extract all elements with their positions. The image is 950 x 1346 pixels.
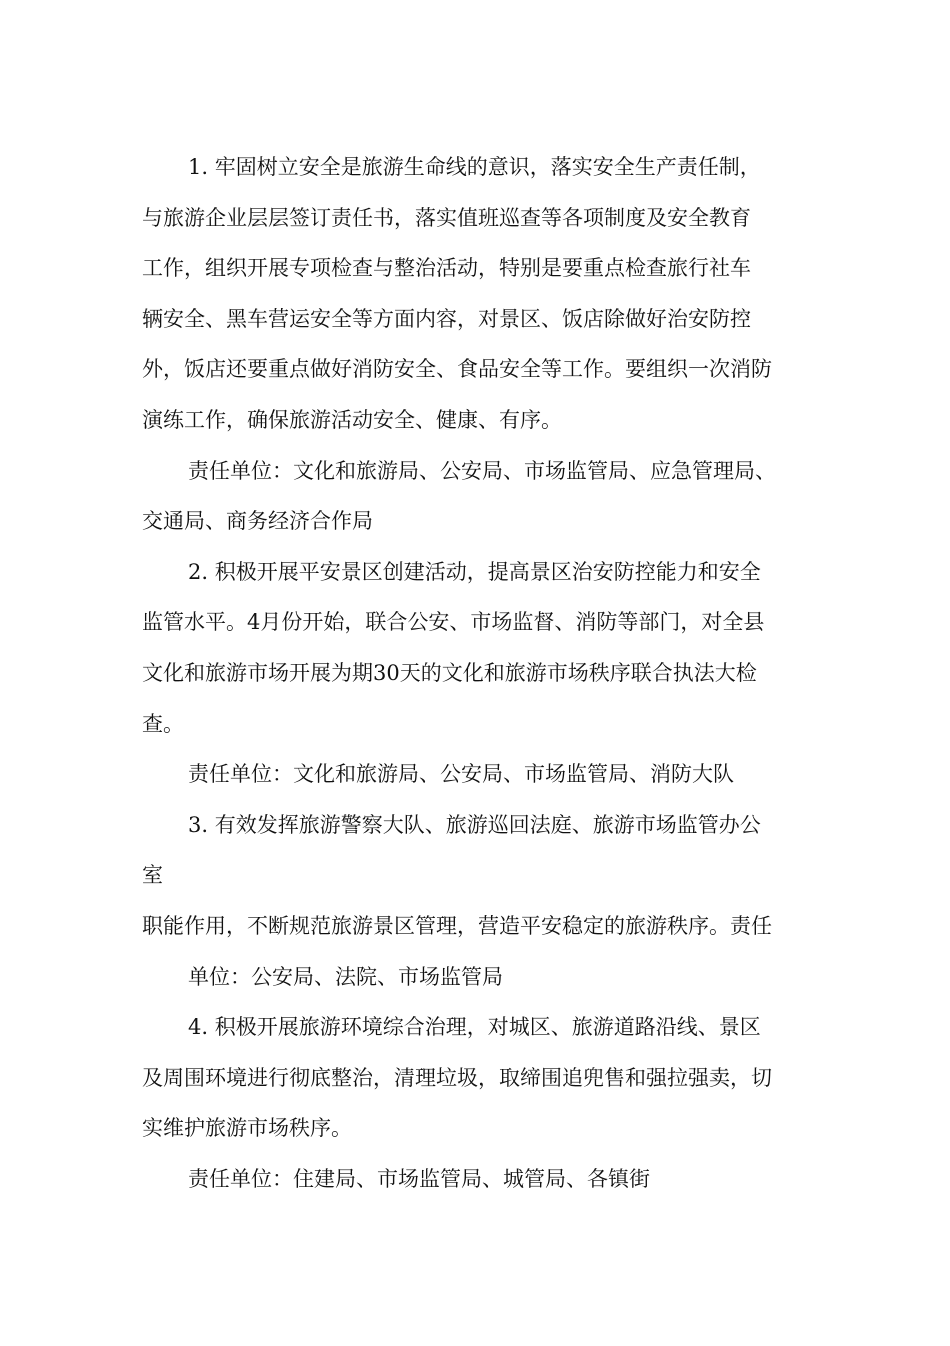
- text-line: 监管水平。4月份开始，联合公安、市场监督、消防等部门，对全县: [142, 610, 765, 635]
- text-line: 辆安全、黑车营运安全等方面内容，对景区、饭店除做好治安防控: [142, 306, 751, 331]
- text-line: 室: [142, 863, 163, 888]
- document-body: [142, 142, 822, 1204]
- text-line: 责任单位：文化和旅游局、公安局、市场监管局、消防大队: [188, 762, 734, 787]
- text-line: 责任单位：文化和旅游局、公安局、市场监管局、应急管理局、: [188, 458, 776, 483]
- text-line: 演练工作，确保旅游活动安全、健康、有序。: [142, 407, 562, 432]
- text-line: 4. 积极开展旅游环境综合治理，对城区、旅游道路沿线、景区: [188, 1015, 761, 1040]
- text-line: 责任单位：住建局、市场监管局、城管局、各镇街: [188, 1166, 650, 1191]
- text-line: 及周围环境进行彻底整治，清理垃圾，取缔围追兜售和强拉强卖，切: [142, 1065, 772, 1090]
- text-line: 查。: [142, 711, 184, 736]
- text-line: 交通局、商务经济合作局: [142, 509, 373, 534]
- text-line: 工作，组织开展专项检查与整治活动，特别是要重点检查旅行社车: [142, 256, 751, 281]
- text-line: 单位：公安局、法院、市场监管局: [188, 964, 503, 989]
- text-line: 2. 积极开展平安景区创建活动，提高景区治安防控能力和安全: [188, 559, 761, 584]
- text-line: 外，饭店还要重点做好消防安全、食品安全等工作。要组织一次消防: [142, 357, 772, 382]
- text-line: 职能作用，不断规范旅游景区管理，营造平安稳定的旅游秩序。责任: [142, 913, 772, 938]
- text-line: 与旅游企业层层签订责任书，落实值班巡查等各项制度及安全教育: [142, 205, 751, 230]
- text-line: 1. 牢固树立安全是旅游生命线的意识，落实安全生产责任制，: [188, 155, 761, 179]
- text-line: 实维护旅游市场秩序。: [142, 1116, 352, 1141]
- text-line: 文化和旅游市场开展为期30天的文化和旅游市场秩序联合执法大检: [142, 660, 757, 685]
- text-line: 3. 有效发挥旅游警察大队、旅游巡回法庭、旅游市场监管办公: [188, 812, 761, 837]
